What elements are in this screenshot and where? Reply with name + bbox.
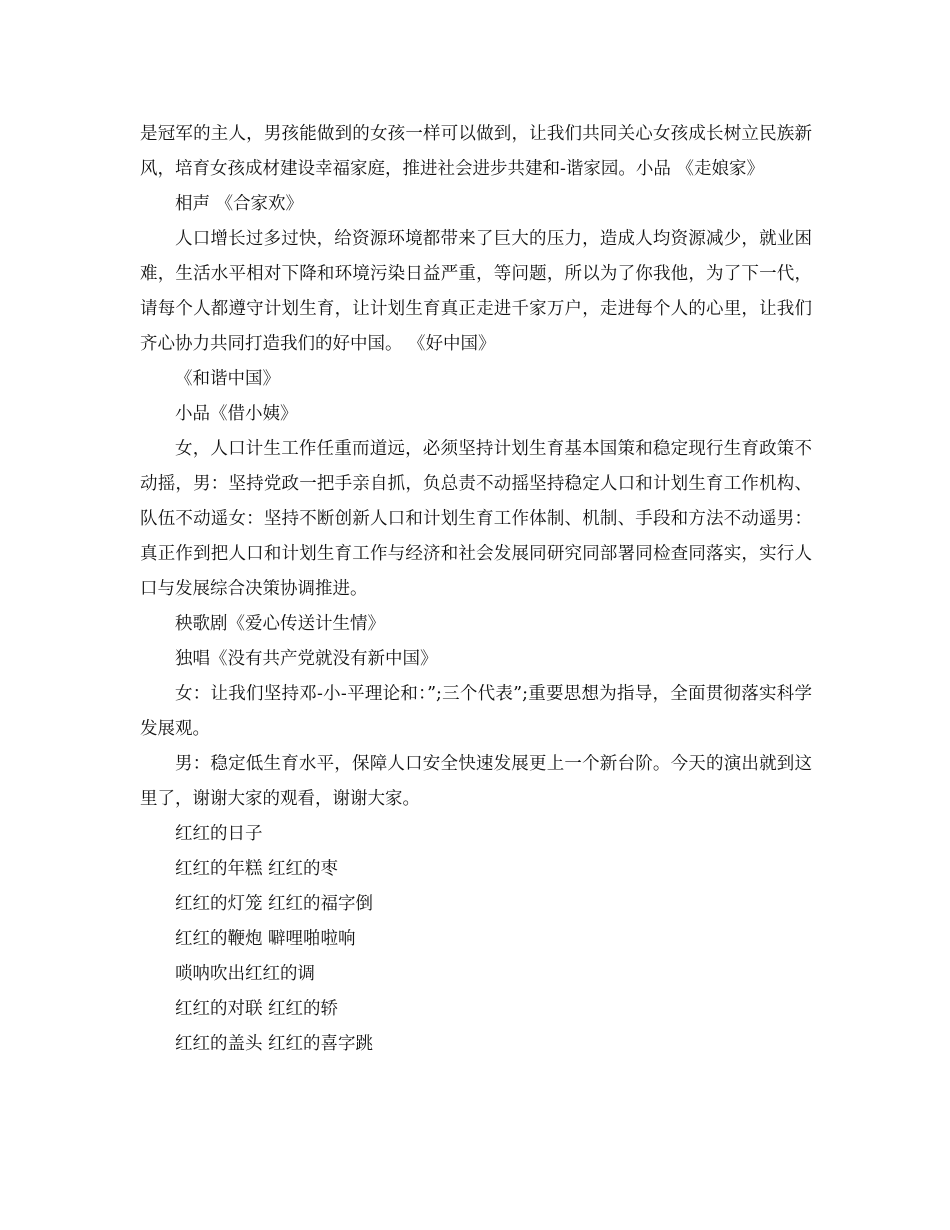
paragraph: 是冠军的主人，男孩能做到的女孩一样可以做到，让我们共同关心女孩成长树立民族新风，培育女孩成材建设幸福家庭，推进社会进步共建和-谐家园。小品 《走娘家》 <box>140 124 812 179</box>
paragraph: 女，人口计生工作任重而道远，必须坚持计划生育基本国策和稳定现行生育政策不动摇，男：坚持党政一把手亲自抓，负总责不动摇坚持稳定人口和计划生育工作机构、队伍不动遥女：坚持不断创新人口和计划生育工作体制、机制、手段和方法不动遥男：真正作到把人口和计划生育工作与经济和社会发展同研究同部署同检查同落实，实行人口与发展综合决策协调推进。 <box>140 439 812 599</box>
paragraph: 相声 《合家欢》 <box>175 194 304 214</box>
paragraph: 独唱《没有共产党就没有新中国》 <box>175 649 438 669</box>
paragraph: 唢呐吹出红红的调 <box>175 964 315 984</box>
paragraph: 人口增长过多过快，给资源环境都带来了巨大的压力，造成人均资源减少，就业困难，生活水平相对下降和环境污染日益严重，等问题，所以为了你我他，为了下一代，请每个人都遵守计划生育，让计划生育真正走进千家万户，走进每个人的心里，让我们齐心协力共同打造我们的好中国。 《好中国》 <box>140 229 812 354</box>
paragraph: 红红的盖头 红红的喜字跳 <box>175 1034 374 1054</box>
paragraph: 红红的对联 红红的轿 <box>175 999 339 1019</box>
document-body <box>140 117 812 1062</box>
paragraph: 红红的年糕 红红的枣 <box>175 859 339 879</box>
paragraph: 红红的日子 <box>175 824 263 844</box>
paragraph: 秧歌剧《爱心传送计生情》 <box>175 614 385 634</box>
paragraph: 小品《借小姨》 <box>175 404 298 424</box>
paragraph: 女：让我们坚持邓-小-平理论和：”;三个代表”;重要思想为指导，全面贯彻落实科学发展观。 <box>140 684 812 739</box>
paragraph: 男：稳定低生育水平，保障人口安全快速发展更上一个新台阶。今天的演出就到这里了，谢谢大家的观看，谢谢大家。 <box>140 754 812 809</box>
paragraph: 红红的鞭炮 噼哩啪啦响 <box>175 929 356 949</box>
paragraph: 《和谐中国》 <box>175 369 280 389</box>
paragraph: 红红的灯笼 红红的福字倒 <box>175 894 374 914</box>
